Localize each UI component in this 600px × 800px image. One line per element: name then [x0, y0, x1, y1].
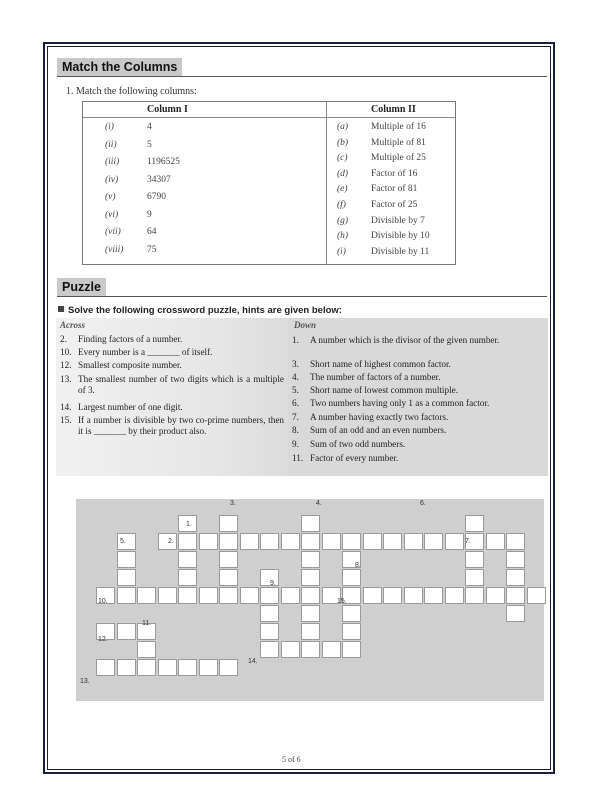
clue-text: Factor of every number. — [310, 453, 399, 463]
down-heading: Down — [294, 320, 317, 330]
col1-value: 64 — [147, 227, 157, 237]
crossword-cell — [219, 587, 238, 604]
crossword-cell — [178, 551, 197, 568]
col1-value: 9 — [147, 209, 152, 220]
crossword-cell — [301, 587, 320, 604]
col1-value: 4 — [147, 122, 152, 132]
across-clues-box — [56, 318, 288, 476]
col2-value: Divisible by 10 — [371, 231, 430, 242]
crossword-cell — [506, 569, 525, 586]
crossword-clue-number: 6. — [420, 500, 426, 507]
crossword-cell — [322, 533, 341, 550]
crossword-cell — [199, 587, 218, 604]
clue-text: Short name of lowest common multiple. — [310, 385, 459, 395]
crossword-cell — [117, 659, 136, 676]
crossword-cell — [137, 641, 156, 658]
crossword-cell — [137, 587, 156, 604]
crossword-cell — [117, 551, 136, 568]
crossword-clue-number: 2. — [168, 538, 174, 545]
crossword-cell — [301, 515, 320, 532]
clue-text: The number of factors of a number. — [310, 372, 441, 382]
col2-index: (a) — [337, 122, 349, 132]
crossword-clue-number: 5. — [120, 538, 126, 545]
puzzle-section-title: Puzzle — [57, 278, 106, 296]
clue-number: 1. — [292, 335, 299, 345]
crossword-cell — [178, 587, 197, 604]
crossword-cell — [219, 569, 238, 586]
crossword-cell — [322, 641, 341, 658]
crossword-cell — [404, 587, 423, 604]
col2-value: Multiple of 16 — [371, 122, 426, 132]
crossword-cell — [465, 569, 484, 586]
crossword-cell — [363, 533, 382, 550]
clue-text: A number which is the divisor of the given number. — [310, 335, 500, 345]
col1-index: (v) — [105, 192, 116, 202]
clue-text: Finding factors of a number. — [78, 334, 183, 344]
clue-number: 11. — [292, 453, 304, 463]
across-heading: Across — [60, 320, 86, 330]
clue-number: 10. — [60, 347, 72, 357]
col2-index: (e) — [337, 184, 348, 195]
crossword-cell — [158, 587, 177, 604]
bullet-square-icon — [58, 306, 64, 312]
crossword-cell — [240, 587, 259, 604]
clue-number: 9. — [292, 439, 299, 449]
crossword-cell — [178, 659, 197, 676]
down-clues-box — [288, 318, 548, 476]
clue-number: 12. — [60, 360, 72, 370]
clue-text: Smallest composite number. — [78, 360, 182, 370]
crossword-cell — [260, 587, 279, 604]
clue-number: 5. — [292, 385, 299, 395]
crossword-cell — [342, 605, 361, 622]
crossword-cell — [445, 587, 464, 604]
crossword-cell — [383, 533, 402, 550]
crossword-clue-number: 7. — [465, 538, 471, 545]
crossword-clue-number: 4. — [316, 500, 322, 507]
match-columns-table — [82, 101, 456, 265]
crossword-cell — [281, 587, 300, 604]
crossword-cell — [199, 659, 218, 676]
column-divider — [326, 102, 327, 264]
clue-number: 7. — [292, 412, 299, 422]
header-rule — [83, 117, 455, 118]
crossword-clue-number: 14. — [248, 658, 258, 665]
col1-index: (vii) — [105, 227, 121, 237]
col2-value: Factor of 81 — [371, 184, 418, 195]
crossword-cell — [301, 605, 320, 622]
col2-value: Factor of 25 — [371, 200, 418, 210]
crossword-cell — [178, 533, 197, 550]
col2-index: (f) — [337, 200, 346, 210]
crossword-cell — [301, 551, 320, 568]
col2-index: (h) — [337, 231, 349, 242]
crossword-cell — [219, 533, 238, 550]
clue-text: The smallest number of two digits which is a multiple of 3. — [78, 374, 284, 395]
col2-value: Multiple of 81 — [371, 137, 426, 148]
col1-value: 75 — [147, 244, 157, 255]
col1-index: (vi) — [105, 209, 119, 220]
crossword-clue-number: 8. — [355, 562, 361, 569]
puzzle-instructions — [58, 305, 342, 316]
crossword-cell — [158, 659, 177, 676]
crossword-clue-number: 3. — [230, 500, 236, 507]
crossword-clue-number: 12. — [98, 636, 108, 643]
col2-value: Divisible by 11 — [371, 246, 430, 257]
col1-value: 34307 — [147, 174, 171, 185]
crossword-cell — [424, 587, 443, 604]
crossword-cell — [178, 569, 197, 586]
crossword-cell — [199, 533, 218, 550]
crossword-cell — [137, 659, 156, 676]
crossword-cell — [301, 623, 320, 640]
clue-number: 2. — [60, 334, 67, 344]
crossword-cell — [342, 641, 361, 658]
crossword-cell — [260, 641, 279, 658]
crossword-cell — [260, 623, 279, 640]
puzzle-instructions-text: Solve the following crossword puzzle, hints are given below: — [68, 305, 342, 316]
match-section-title: Match the Columns — [57, 58, 182, 76]
crossword-cell — [486, 587, 505, 604]
col1-value: 6790 — [147, 192, 166, 202]
col2-index: (b) — [337, 137, 349, 148]
clue-number: 15. — [60, 415, 72, 425]
crossword-cell — [506, 605, 525, 622]
col1-index: (ii) — [105, 139, 117, 150]
crossword-cell — [342, 569, 361, 586]
col1-index: (iii) — [105, 157, 120, 167]
crossword-cell — [342, 533, 361, 550]
match-section-rule — [57, 76, 547, 77]
col1-index: (i) — [105, 122, 114, 132]
crossword-cell — [219, 551, 238, 568]
clue-number: 14. — [60, 402, 72, 412]
col1-header: Column I — [147, 104, 188, 115]
col1-index: (viii) — [105, 244, 124, 255]
crossword-cell — [117, 569, 136, 586]
crossword-clue-number: 11. — [142, 620, 152, 627]
clue-text: Sum of an odd and an even numbers. — [310, 425, 447, 435]
crossword-cell — [301, 533, 320, 550]
crossword-clue-number: 15. — [337, 598, 347, 605]
clue-text: Largest number of one digit. — [78, 402, 183, 412]
crossword-cell — [281, 641, 300, 658]
crossword-cell — [219, 659, 238, 676]
col2-value: Divisible by 7 — [371, 215, 425, 226]
clue-text: Every number is a _______ of itself. — [78, 347, 213, 357]
col2-index: (g) — [337, 215, 349, 226]
crossword-cell — [486, 533, 505, 550]
crossword-cell — [383, 587, 402, 604]
crossword-clue-number: 13. — [80, 678, 90, 685]
crossword-cell — [219, 515, 238, 532]
col2-index: (c) — [337, 153, 348, 164]
clue-number: 3. — [292, 359, 299, 369]
page-number: 5 of 6 — [282, 755, 301, 764]
clue-number: 13. — [60, 374, 72, 384]
clue-text: Two numbers having only 1 as a common factor. — [310, 398, 490, 408]
col2-index: (d) — [337, 168, 349, 179]
puzzle-section-rule — [57, 296, 547, 297]
crossword-clue-number: 1. — [186, 521, 192, 528]
crossword-cell — [404, 533, 423, 550]
match-question: 1. Match the following columns: — [66, 86, 197, 97]
crossword-cell — [465, 587, 484, 604]
crossword-cell — [117, 623, 136, 640]
crossword-cell — [301, 641, 320, 658]
clue-text: Short name of highest common factor. — [310, 359, 451, 369]
crossword-cell — [363, 587, 382, 604]
crossword-cell — [281, 533, 300, 550]
col1-value: 5 — [147, 139, 152, 150]
col2-index: (i) — [337, 246, 346, 257]
col1-index: (iv) — [105, 174, 119, 185]
clue-number: 6. — [292, 398, 299, 408]
col2-value: Multiple of 25 — [371, 153, 426, 164]
crossword-cell — [465, 515, 484, 532]
crossword-cell — [506, 587, 525, 604]
crossword-cell — [260, 533, 279, 550]
crossword-clue-number: 10. — [98, 598, 108, 605]
crossword-cell — [424, 533, 443, 550]
clue-number: 8. — [292, 425, 299, 435]
col2-value: Factor of 16 — [371, 168, 418, 179]
crossword-cell — [240, 533, 259, 550]
clue-text: Sum of two odd numbers. — [310, 439, 406, 449]
crossword-cell — [506, 533, 525, 550]
crossword-cell — [96, 659, 115, 676]
crossword-cell — [506, 551, 525, 568]
col1-value: 1196525 — [147, 157, 180, 167]
crossword-cell — [445, 533, 464, 550]
crossword-cell — [465, 551, 484, 568]
crossword-cell — [301, 569, 320, 586]
crossword-cell — [342, 623, 361, 640]
crossword-cell — [117, 587, 136, 604]
col2-header: Column II — [371, 104, 416, 115]
clue-text: If a number is divisible by two co-prime numbers, then it is _______ by their product also. — [78, 415, 284, 436]
crossword-clue-number: 9. — [270, 580, 276, 587]
clue-number: 4. — [292, 372, 299, 382]
crossword-cell — [527, 587, 546, 604]
clue-text: A number having exactly two factors. — [310, 412, 449, 422]
crossword-cell — [260, 605, 279, 622]
